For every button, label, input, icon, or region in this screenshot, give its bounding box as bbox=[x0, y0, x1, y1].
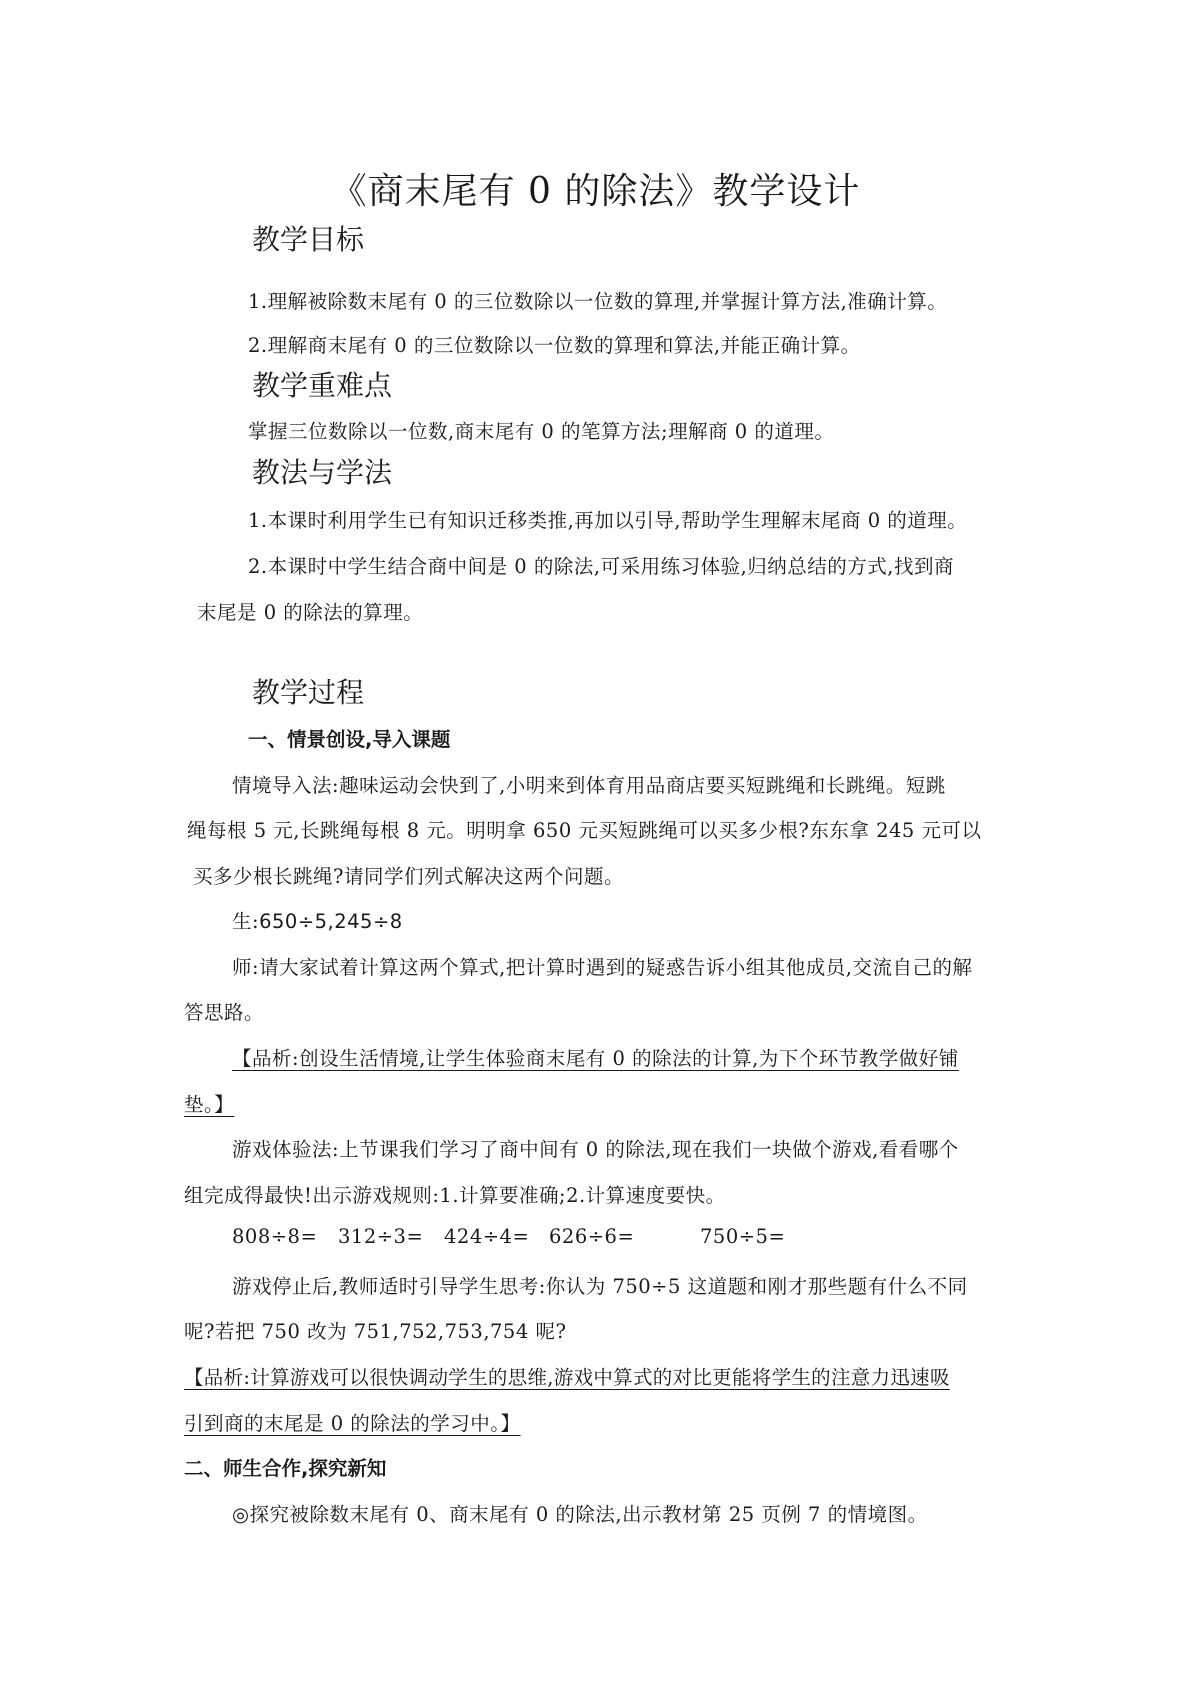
scenario-line-3: 买多少根长跳绳?请同学们列式解决这两个问题。 bbox=[193, 865, 624, 888]
process-heading: 教学过程 bbox=[252, 676, 365, 709]
methods-item-2-line-2: 末尾是 0 的除法的算理。 bbox=[197, 601, 424, 624]
objectives-heading: 教学目标 bbox=[252, 223, 365, 256]
exercise-4: 626÷6= bbox=[549, 1225, 635, 1248]
teacher-line-2: 答思路。 bbox=[184, 1001, 265, 1024]
scenario-line-1: 情境导入法:趣味运动会快到了,小明来到体育用品商店要买短跳绳和长跳绳。短跳 bbox=[232, 774, 946, 797]
analysis-1-line-2: 垫。】 bbox=[184, 1093, 235, 1116]
game-line-2: 组完成得最快!出示游戏规则:1.计算要准确;2.计算速度要快。 bbox=[184, 1184, 726, 1207]
think-line-2: 呢?若把 750 改为 751,752,753,754 呢? bbox=[184, 1320, 567, 1343]
part1-heading: 一、情景创设,导入课题 bbox=[248, 728, 451, 751]
page-title: 《商末尾有 0 的除法》教学设计 bbox=[330, 171, 861, 212]
exercise-1: 808÷8= bbox=[232, 1225, 318, 1248]
scenario-line-2: 绳每根 5 元,长跳绳每根 8 元。明明拿 650 元买短跳绳可以买多少根?东东拿 245 元可以 bbox=[187, 819, 982, 842]
key-points-text: 掌握三位数除以一位数,商末尾有 0 的笔算方法;理解商 0 的道理。 bbox=[248, 420, 835, 443]
teacher-line-1: 师:请大家试着计算这两个算式,把计算时遇到的疑惑告诉小组其他成员,交流自己的解 bbox=[232, 956, 973, 979]
part2-heading: 二、师生合作,探究新知 bbox=[184, 1457, 387, 1480]
exercise-2: 312÷3= bbox=[338, 1225, 424, 1248]
think-line-1: 游戏停止后,教师适时引导学生思考:你认为 750÷5 这道题和刚才那些题有什么不同 bbox=[232, 1275, 968, 1298]
key-points-heading: 教学重难点 bbox=[252, 369, 393, 402]
analysis-2-line-1: 【品析:计算游戏可以很快调动学生的思维,游戏中算式的对比更能将学生的注意力迅速吸 bbox=[184, 1366, 950, 1389]
explore-line: ◎探究被除数末尾有 0、商末尾有 0 的除法,出示教材第 25 页例 7 的情境图。 bbox=[232, 1503, 928, 1526]
methods-item-1: 1.本课时利用学生已有知识迁移类推,再加以引导,帮助学生理解末尾商 0 的道理。 bbox=[248, 509, 968, 532]
analysis-1-line-1: 【品析:创设生活情境,让学生体验商末尾有 0 的除法的计算,为下个环节教学做好铺 bbox=[232, 1047, 959, 1070]
game-line-1: 游戏体验法:上节课我们学习了商中间有 0 的除法,现在我们一块做个游戏,看看哪个 bbox=[232, 1138, 959, 1161]
student-answer-line bbox=[232, 906, 403, 934]
objective-item-1: 1.理解被除数末尾有 0 的三位数除以一位数的算理,并掌握计算方法,准确计算。 bbox=[248, 290, 948, 313]
exercise-3: 424÷4= bbox=[444, 1225, 530, 1248]
methods-heading: 教法与学法 bbox=[252, 456, 393, 489]
objective-item-2: 2.理解商末尾有 0 的三位数除以一位数的算理和算法,并能正确计算。 bbox=[248, 334, 861, 357]
methods-item-2-line-1: 2.本课时中学生结合商中间是 0 的除法,可采用练习体验,归纳总结的方式,找到商 bbox=[248, 555, 955, 578]
student-answer: 650÷5,245÷8 bbox=[259, 910, 403, 933]
exercise-5: 750÷5= bbox=[700, 1225, 786, 1248]
analysis-2-line-2: 引到商的末尾是 0 的除法的学习中。】 bbox=[184, 1412, 521, 1435]
student-label: 生: bbox=[232, 910, 260, 933]
